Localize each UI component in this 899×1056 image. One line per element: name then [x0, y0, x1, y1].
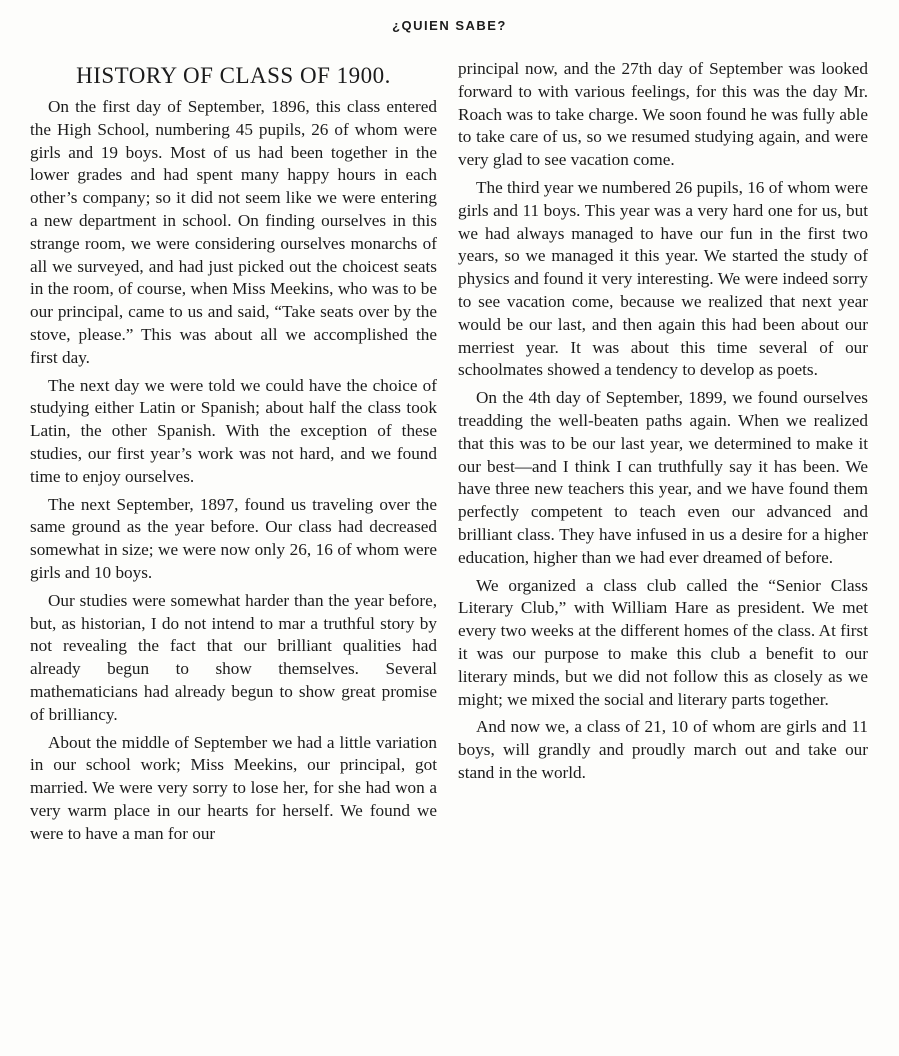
paragraph-third-year: The third year we numbered 26 pupils, 16 of whom were girls and 11 boys. This year was a very hard one for us, but we had always managed to have our fun in the first two years, so we managed it this year. We started the study of physics and found it very interesting. We were indeed sorry to see vacation come, because we realized that next year would be our last, and then again this had been about our merriest year. It was about this time several of our schoolmates showed a tendency to develop as poets.	[458, 177, 868, 380]
running-head: ¿QUIEN SABE?	[392, 18, 507, 33]
paragraph-continuation: principal now, and the 27th day of September was looked forward to with various feelings, for this was the day Mr. Roach was to take charge. We soon found he was fully able to take care of us, so we resumed studying again, and were very glad to see vacation come.	[458, 59, 868, 170]
paragraph-principal-married: About the middle of September we had a little variation in our school work; Miss Meekins, our principal, got married. We were very sorry to lose her, for she had won a very warm place in our hearts for herself. We found we were to have a man for our	[30, 732, 437, 843]
left-column	[30, 58, 437, 851]
paragraph-september-1897: The next September, 1897, found us traveling over the same ground as the year before. Our class had decreased somewhat in size; we were now only 26, 16 of whom were girls and 10 boys.	[30, 494, 437, 582]
paragraph-first-day: On the first day of September, 1896, this class entered the High School, numbering 45 pupils, 26 of whom were girls and 19 boys. Most of us had been together in the lower grades and had spent many happy hours in each other’s company; so it did not seem like we were entering a new department in school. On finding ourselves in this strange room, we were considering ourselves monarchs of all we surveyed, and had just picked out the choicest seats in the room, of course, when Miss Meekins, who was to be our principal, came to us and said, “Take seats over by the stove, please.” This was about all we accomplished the first day.	[30, 97, 437, 367]
paragraph-studies-harder: Our studies were somewhat harder than the year before, but, as historian, I do not intend to mar a truthful story by not revealing the fact that our brilliant qualities had already begun to show themselves. Several mathematicians had already begun to show great promise of brilliancy.	[30, 590, 437, 724]
article-title: HISTORY OF CLASS OF 1900.	[76, 63, 391, 88]
right-column	[458, 58, 868, 790]
paragraph-last-year: On the 4th day of September, 1899, we found ourselves treadding the well-beaten paths again. When we realized that this was to be our last year, we determined to make it our best—and I think I can truthfully say it has been. We have three new teachers this year, and we have found them perfectly competent to teach even our advanced and brilliant class. They have infused in us a desire for a higher education, higher than we had ever dreamed of before.	[458, 388, 868, 567]
paragraph-latin-spanish: The next day we were told we could have the choice of studying either Latin or Spanish; about half the class took Latin, the other Spanish. With the exception of these studies, our first year’s work was not hard, and we found time to enjoy ourselves.	[30, 375, 437, 486]
paragraph-literary-club: We organized a class club called the “Senior Class Literary Club,” with William Hare as president. We met every two weeks at the different homes of the class. At first it was our purpose to make this club a benefit to our literary minds, but we did not follow this as closely as we might; we mixed the social and literary parts together.	[458, 575, 868, 709]
paragraph-conclusion: And now we, a class of 21, 10 of whom are girls and 11 boys, will grandly and proudly march out and take our stand in the world.	[458, 717, 868, 782]
